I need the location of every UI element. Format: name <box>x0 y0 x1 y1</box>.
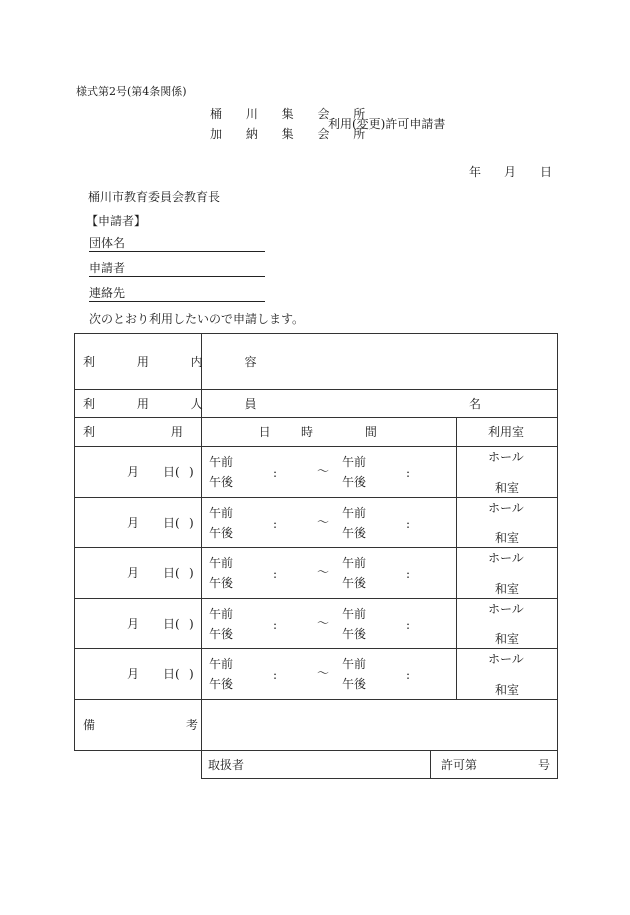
row-tilde: 〜 <box>317 616 330 630</box>
row-day: 日( <box>163 667 180 681</box>
row-pm-end: 午後 <box>342 627 367 641</box>
people-label: 利 用 人 員 <box>83 397 276 411</box>
row-day: 日( <box>163 566 180 580</box>
row-room-japanese[interactable]: 和室 <box>495 481 520 495</box>
date-header: 利 用 日 <box>83 425 307 439</box>
row-colon-end: : <box>406 668 411 682</box>
row-month: 月 <box>127 667 140 681</box>
row-room-japanese[interactable]: 和室 <box>495 582 520 596</box>
row-month: 月 <box>127 617 140 631</box>
row-close-paren: ) <box>189 516 194 530</box>
date-month-label: 月 <box>504 165 517 179</box>
row-pm-end: 午後 <box>342 475 367 489</box>
row-pm-end: 午後 <box>342 576 367 590</box>
row-pm-start: 午後 <box>209 526 234 540</box>
row-pm-start: 午後 <box>209 475 234 489</box>
row-day: 日( <box>163 617 180 631</box>
row-pm-end: 午後 <box>342 526 367 540</box>
remarks-input-cell[interactable] <box>203 701 556 749</box>
statement: 次のとおり利用したいので申請します。 <box>89 312 305 326</box>
applicant-label: 申請者 <box>89 261 126 275</box>
row-am-start: 午前 <box>209 657 234 671</box>
row-colon-start: : <box>273 517 278 531</box>
row-close-paren: ) <box>189 617 194 631</box>
row-tilde: 〜 <box>317 565 330 579</box>
remarks-label-right: 考 <box>186 718 199 732</box>
row-month: 月 <box>127 516 140 530</box>
row-room-japanese[interactable]: 和室 <box>495 531 520 545</box>
row-colon-end: : <box>406 517 411 531</box>
row-tilde: 〜 <box>317 464 330 478</box>
row-am-end: 午前 <box>342 657 367 671</box>
permit-number-label: 許可第 <box>441 758 478 772</box>
row-am-start: 午前 <box>209 556 234 570</box>
row-close-paren: ) <box>189 465 194 479</box>
handler-label: 取扱者 <box>208 758 245 772</box>
row-colon-start: : <box>273 668 278 682</box>
row-colon-start: : <box>273 466 278 480</box>
row-pm-end: 午後 <box>342 677 367 691</box>
row-colon-start: : <box>273 618 278 632</box>
addressee: 桶川市教育委員会教育長 <box>88 190 221 204</box>
row-colon-end: : <box>406 466 411 480</box>
row-tilde: 〜 <box>317 515 330 529</box>
row-room-hall[interactable]: ホール <box>488 501 524 515</box>
row-room-japanese[interactable]: 和室 <box>495 683 520 697</box>
row-day: 日( <box>163 516 180 530</box>
row-am-start: 午前 <box>209 455 234 469</box>
row-close-paren: ) <box>189 566 194 580</box>
permit-number-suffix: 号 <box>538 758 551 772</box>
date-day-label: 日 <box>540 165 553 179</box>
applicant-header: 【申請者】 <box>86 214 147 228</box>
row-room-hall[interactable]: ホール <box>488 652 524 666</box>
row-tilde: 〜 <box>317 666 330 680</box>
row-room-japanese[interactable]: 和室 <box>495 632 520 646</box>
contact-label: 連絡先 <box>89 286 126 300</box>
row-room-hall[interactable]: ホール <box>488 450 524 464</box>
form-number: 様式第2号(第4条関係) <box>76 85 187 98</box>
row-pm-start: 午後 <box>209 627 234 641</box>
row-pm-start: 午後 <box>209 677 234 691</box>
group-name-label: 団体名 <box>89 236 126 250</box>
room-header: 利用室 <box>488 425 525 439</box>
row-month: 月 <box>127 566 140 580</box>
row-am-start: 午前 <box>209 607 234 621</box>
facility-name-1: 桶 川 集 会 所 <box>210 107 376 121</box>
row-room-hall[interactable]: ホール <box>488 551 524 565</box>
date-year-label: 年 <box>469 165 482 179</box>
contact-field[interactable] <box>89 286 265 302</box>
row-pm-start: 午後 <box>209 576 234 590</box>
row-am-end: 午前 <box>342 556 367 570</box>
group-name-field[interactable] <box>89 236 265 252</box>
row-room-hall[interactable]: ホール <box>488 602 524 616</box>
row-am-start: 午前 <box>209 506 234 520</box>
applicant-field[interactable] <box>89 261 265 277</box>
form-title: 利用(変更)許可申請書 <box>328 117 446 131</box>
row-am-end: 午前 <box>342 455 367 469</box>
row-colon-start: : <box>273 567 278 581</box>
purpose-label: 利 用 内 容 <box>83 355 276 369</box>
people-unit: 名 <box>469 397 482 411</box>
facility-name-2: 加 納 集 会 所 <box>210 127 376 141</box>
row-colon-end: : <box>406 567 411 581</box>
purpose-input-cell[interactable] <box>203 334 556 388</box>
row-close-paren: ) <box>189 667 194 681</box>
row-am-end: 午前 <box>342 506 367 520</box>
row-colon-end: : <box>406 618 411 632</box>
time-header: 時 間 <box>301 425 401 439</box>
row-day: 日( <box>163 465 180 479</box>
remarks-label-left: 備 <box>83 718 96 732</box>
row-am-end: 午前 <box>342 607 367 621</box>
row-month: 月 <box>127 465 140 479</box>
